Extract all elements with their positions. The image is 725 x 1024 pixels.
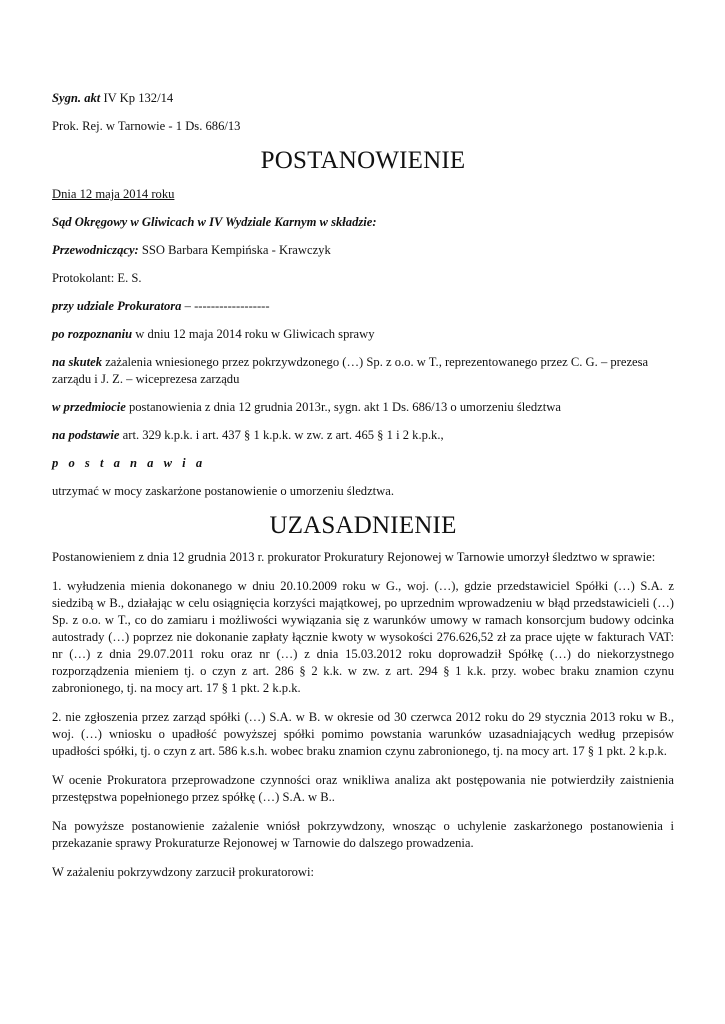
prosecutor-value: – ------------------ bbox=[181, 299, 270, 313]
legal-basis-value: art. 329 k.p.k. i art. 437 § 1 k.p.k. w zw. z art. 465 § 1 i 2 k.p.k., bbox=[119, 428, 444, 442]
court-composition: Sąd Okręgowy w Gliwicach w IV Wydziale Karnym w składzie: bbox=[52, 215, 377, 229]
case-signature bbox=[52, 90, 674, 107]
complaint-line bbox=[52, 354, 674, 388]
prosecutor-assessment: W ocenie Prokuratora przeprowadzone czynności oraz wnikliwa analiza akt postępowania nie potwierdziły zaistnienia przestępstwa popełnionego przez spółkę (…) S.A. w B.. bbox=[52, 773, 674, 804]
document-page bbox=[52, 90, 674, 893]
reasons-item-2: 2. nie zgłoszenia przez zarząd spółki (…) S.A. w B. w okresie od 30 czerwca 2012 roku do 29 stycznia 2013 roku w B., woj. (…) wniosku o upadłość powyższej spółki pomimo powstania warunków uzasadniających według przepisów upadłości spółki, tj. o czyn z art. 586 k.s.h. wobec braku znamion czynu zabronionego, tj. na mocy art. 17 § 1 pkt. 2 k.p.k. bbox=[52, 710, 674, 758]
prosecutor-label: przy udziale Prokuratora bbox=[52, 299, 182, 313]
reasons-title: UZASADNIENIE bbox=[269, 512, 457, 539]
reasons-intro: Postanowieniem z dnia 12 grudnia 2013 r. prokurator Prokuratury Rejonowej w Tarnowie umorzył śledztwo w sprawie: bbox=[52, 550, 656, 564]
document-title: POSTANOWIENIE bbox=[260, 147, 466, 174]
presiding-judge-label: Przewodniczący: bbox=[52, 243, 139, 257]
ruling-text: utrzymać w mocy zaskarżone postanowienie o umorzeniu śledztwa. bbox=[52, 484, 395, 498]
subject-value: postanowienia z dnia 12 grudnia 2013r., sygn. akt 1 Ds. 686/13 o umorzeniu śledztwa bbox=[125, 400, 561, 414]
examination-label: po rozpoznaniu bbox=[52, 327, 133, 341]
reasons-item-1: 1. wyłudzenia mienia dokonanego w dniu 20.10.2009 roku w G., woj. (…), gdzie przedstawiciel Spółki (…) S.A. z siedzibą w B., działając w celu osiągnięcia korzyści majątkowej, po uprzednim wprowadzeniu w błąd przedstawicieli (…) Sp. z o.o. w T., co do zamiaru i możliwości wywiązania się z warunków umowy w ramach konsorcjum budowy odcinka autostrady (…) poprzez nie dokonanie zapłaty łącznie kwoty w wysokości 276.626,52 zł za prace ujęte w fakturach VAT: nr (…) z dnia 29.07.2011 roku oraz nr (…) z dnia 15.03.2012 roku doprowadził Spółkę (…) do niekorzystnego rozporządzenia mieniem tj. o czyn z art. 286 § 2 k.k. w zw. z art. 294 § 1 k.k. przy. wobec braku znamion czynu zabronionego, tj. na mocy art. 17 § 1 pkt. 2 k.p.k. bbox=[52, 579, 674, 695]
examination-value: w dniu 12 maja 2014 roku w Gliwicach sprawy bbox=[132, 327, 375, 341]
prosecutor-participation bbox=[52, 298, 674, 315]
legal-basis-line bbox=[52, 427, 674, 444]
prosecution-reference: Prok. Rej. w Tarnowie - 1 Ds. 686/13 bbox=[52, 119, 241, 133]
subject-label: w przedmiocie bbox=[52, 400, 126, 414]
appeal-paragraph: Na powyższe postanowienie zażalenie wniósł pokrzywdzony, wnosząc o uchylenie zaskarżonego postanowienia i przekazanie sprawy Prokuraturze Rejonowej w Tarnowie do dalszego prowadzenia. bbox=[52, 819, 674, 850]
case-signature-value: IV Kp 132/14 bbox=[100, 91, 174, 105]
examination-line bbox=[52, 326, 674, 343]
complaint-label: na skutek bbox=[52, 355, 103, 369]
decides-word: p o s t a n a w i a bbox=[52, 456, 206, 470]
presiding-judge bbox=[52, 242, 674, 259]
complaint-value: zażalenia wniesionego przez pokrzywdzonego (…) Sp. z o.o. w T., reprezentowanego przez C. G. – prezesa zarządu i J. Z. – wiceprezesa zarządu bbox=[52, 355, 649, 386]
presiding-judge-value: SSO Barbara Kempińska - Krawczyk bbox=[138, 243, 331, 257]
court-clerk: Protokolant: E. S. bbox=[52, 271, 142, 285]
charges-intro: W zażaleniu pokrzywdzony zarzucił prokuratorowi: bbox=[52, 865, 315, 879]
subject-line bbox=[52, 399, 674, 416]
case-signature-label: Sygn. akt bbox=[52, 91, 101, 105]
decision-date: Dnia 12 maja 2014 roku bbox=[52, 187, 175, 201]
legal-basis-label: na podstawie bbox=[52, 428, 120, 442]
